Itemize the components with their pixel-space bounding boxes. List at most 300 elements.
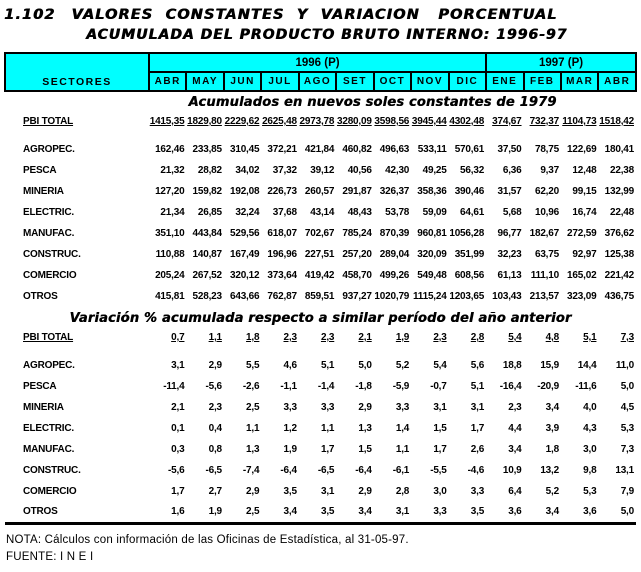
table-row (5, 376, 636, 397)
value-cell: 291,87 (342, 186, 372, 197)
value-cell: 1115,24 (412, 291, 447, 302)
value-cell: -16,4 (499, 381, 522, 392)
sectores-header: SECTORES (5, 53, 149, 91)
sector-label: AGROPEC. (23, 144, 75, 155)
value-cell: 3,3 (320, 402, 335, 413)
value-cell: 10,96 (534, 207, 559, 218)
value-cell: 15,9 (540, 360, 559, 371)
value-cell: 64,61 (460, 207, 485, 218)
value-cell: 267,52 (192, 270, 222, 281)
value-cell: 2,3 (433, 332, 447, 343)
month-header: DIC (449, 72, 486, 91)
value-cell: 3,1 (374, 502, 411, 523)
value-cell: 5,2 (545, 486, 559, 497)
value-cell: 1,4 (395, 423, 410, 434)
value-cell: 4,6 (283, 360, 297, 371)
value-cell: 5,6 (470, 360, 485, 371)
value-cell: 496,63 (379, 144, 410, 155)
value-cell: 1203,65 (449, 291, 485, 302)
value-cell: 59,09 (422, 207, 447, 218)
title-line-1 (4, 7, 637, 23)
month-header: JUN (224, 72, 261, 91)
value-cell: 3,4 (336, 502, 373, 523)
value-cell: 358,36 (417, 186, 447, 197)
value-cell: 1829,80 (187, 116, 222, 127)
value-cell: 13,1 (615, 465, 634, 476)
value-cell: 22,38 (609, 165, 634, 176)
value-cell: 7,3 (620, 332, 634, 343)
section-title-row (5, 91, 636, 113)
table-row (5, 418, 636, 439)
value-cell: 48,43 (347, 207, 372, 218)
month-header: MAY (186, 72, 223, 91)
sector-label: PBI TOTAL (23, 116, 74, 127)
value-cell: 103,43 (492, 291, 522, 302)
value-cell: 374,67 (492, 116, 522, 127)
sector-label: MANUFAC. (23, 228, 75, 239)
value-cell: 732,37 (529, 116, 559, 127)
value-cell: 165,02 (567, 270, 597, 281)
value-cell: 272,59 (567, 228, 597, 239)
month-header: ABR (598, 72, 636, 91)
value-cell: -6,4 (355, 465, 372, 476)
footer-nota: NOTA: Cálculos con información de las Oficinas de Estadística, al 31-05-97. (6, 533, 409, 546)
value-cell: 10,9 (502, 465, 522, 476)
value-cell: 5,3 (583, 486, 597, 497)
sector-label: PESCA (23, 381, 57, 392)
year-group-header: 1996 (P) (149, 53, 486, 72)
sector-label: MANUFAC. (23, 444, 75, 455)
value-cell: 2,9 (208, 360, 222, 371)
value-cell: 3,1 (171, 360, 185, 371)
value-cell: 1,1 (246, 423, 260, 434)
value-cell: 326,37 (379, 186, 410, 197)
value-cell: 140,87 (192, 249, 222, 260)
value-cell: 5,0 (620, 381, 634, 392)
table-row (5, 502, 636, 523)
value-cell: 32,24 (235, 207, 260, 218)
value-cell: 2625,48 (262, 116, 297, 127)
value-cell: 3,3 (395, 402, 410, 413)
sector-label: CONSTRUC. (23, 249, 81, 260)
value-cell: 3,6 (486, 502, 523, 523)
value-cell: 499,26 (379, 270, 410, 281)
value-cell: 227,51 (304, 249, 335, 260)
value-cell: 2,8 (470, 332, 485, 343)
value-cell: -1,4 (317, 381, 335, 392)
value-cell: 3,5 (299, 502, 336, 523)
value-cell: 42,30 (385, 165, 410, 176)
month-header: JUL (261, 72, 298, 91)
value-cell: 122,69 (567, 144, 597, 155)
value-cell: -6,5 (317, 465, 335, 476)
value-cell: 460,82 (342, 144, 372, 155)
value-cell: 56,32 (460, 165, 485, 176)
value-cell: 960,81 (417, 228, 447, 239)
value-cell: 323,09 (567, 291, 597, 302)
month-header: FEB (524, 72, 561, 91)
value-cell: 3,4 (545, 402, 559, 413)
value-cell: 5,1 (320, 360, 335, 371)
sector-label: AGROPEC. (23, 360, 75, 371)
value-cell: -4,6 (467, 465, 485, 476)
value-cell: 37,32 (272, 165, 297, 176)
year-group-header: 1997 (P) (486, 53, 636, 72)
value-cell: 3,1 (320, 486, 335, 497)
value-cell: 549,48 (417, 270, 447, 281)
footer-fuente: FUENTE: I N E I (6, 550, 94, 563)
value-cell: 1,7 (470, 423, 485, 434)
value-cell: 18,8 (502, 360, 522, 371)
value-cell: 1,1 (208, 332, 222, 343)
value-cell: 3,1 (470, 402, 485, 413)
table-row (5, 481, 636, 502)
value-cell: 3,5 (449, 502, 486, 523)
value-cell: 3,0 (583, 444, 597, 455)
value-cell: 421,84 (304, 144, 335, 155)
value-cell: 3,4 (261, 502, 298, 523)
value-cell: 182,67 (529, 228, 559, 239)
pbi-table (4, 52, 637, 525)
value-cell: 4,3 (583, 423, 597, 434)
table-row (5, 439, 636, 460)
value-cell: 3,4 (508, 444, 522, 455)
value-cell: 3,3 (283, 402, 297, 413)
value-cell: 2,1 (171, 402, 185, 413)
value-cell: 3,3 (411, 502, 448, 523)
value-cell: 96,77 (497, 228, 522, 239)
value-cell: -1,8 (355, 381, 372, 392)
value-cell: 1,7 (433, 444, 447, 455)
value-cell: 372,21 (267, 144, 297, 155)
value-cell: 62,20 (534, 186, 559, 197)
value-cell: 289,04 (379, 249, 410, 260)
value-cell: -5,9 (392, 381, 410, 392)
sector-label: ELECTRIC. (23, 423, 74, 434)
value-cell: 2,5 (224, 502, 261, 523)
value-cell: 0,4 (208, 423, 222, 434)
value-cell: -6,1 (392, 465, 410, 476)
value-cell: 125,38 (604, 249, 634, 260)
value-cell: 14,4 (577, 360, 597, 371)
value-cell: 4,8 (545, 332, 559, 343)
value-cell: 2,8 (395, 486, 410, 497)
value-cell: 528,23 (192, 291, 222, 302)
month-header: ENE (486, 72, 523, 91)
value-cell: 373,64 (267, 270, 297, 281)
value-cell: 3,5 (283, 486, 297, 497)
value-cell: -6,5 (205, 465, 222, 476)
value-cell: 78,75 (534, 144, 559, 155)
sector-label: MINERIA (23, 186, 64, 197)
value-cell: 162,46 (155, 144, 185, 155)
value-cell: 257,20 (342, 249, 372, 260)
value-cell: 859,51 (304, 291, 335, 302)
value-cell: 1518,42 (599, 116, 634, 127)
value-cell: 192,08 (229, 186, 260, 197)
value-cell: 28,82 (197, 165, 222, 176)
value-cell: 3,3 (470, 486, 485, 497)
value-cell: 39,12 (310, 165, 335, 176)
value-cell: 529,56 (229, 228, 260, 239)
value-cell: 9,37 (540, 165, 559, 176)
value-cell: 127,20 (155, 186, 185, 197)
value-cell: 937,27 (342, 291, 372, 302)
value-cell: -5,6 (168, 465, 185, 476)
value-cell: 2,6 (470, 444, 485, 455)
value-cell: 5,2 (395, 360, 410, 371)
table-row (5, 286, 636, 307)
value-cell: 608,56 (454, 270, 485, 281)
value-cell: 7,3 (620, 444, 634, 455)
value-cell: 26,85 (197, 207, 222, 218)
value-cell: 1,3 (358, 423, 372, 434)
sector-label: PESCA (23, 165, 57, 176)
value-cell: 2,3 (508, 402, 522, 413)
value-cell: 870,39 (379, 228, 410, 239)
value-cell: 111,10 (530, 270, 559, 281)
value-cell: 533,11 (417, 144, 447, 155)
value-cell: 3,0 (433, 486, 447, 497)
month-header: SET (336, 72, 373, 91)
value-cell: 2,5 (246, 402, 260, 413)
value-cell: 110,88 (155, 249, 185, 260)
value-cell: 37,50 (497, 144, 522, 155)
value-cell: -2,6 (242, 381, 260, 392)
value-cell: 4,4 (508, 423, 522, 434)
month-header: ABR (149, 72, 186, 91)
value-cell: 1,6 (149, 502, 186, 523)
value-cell: 21,32 (160, 165, 185, 176)
value-cell: 390,46 (454, 186, 485, 197)
value-cell: 1,1 (395, 444, 410, 455)
value-cell: 53,78 (385, 207, 410, 218)
value-cell: 702,67 (304, 228, 335, 239)
value-cell: 12,48 (572, 165, 597, 176)
value-cell: 419,42 (304, 270, 335, 281)
value-cell: 1415,35 (149, 116, 185, 127)
value-cell: 132,99 (604, 186, 634, 197)
value-cell: 1,8 (246, 332, 260, 343)
value-cell: 1104,73 (562, 116, 597, 127)
sector-label: OTROS (5, 502, 149, 523)
value-cell: 63,75 (534, 249, 559, 260)
value-cell: 2,1 (358, 332, 372, 343)
month-header: OCT (374, 72, 411, 91)
value-cell: 2,3 (283, 332, 297, 343)
section-title-row (5, 307, 636, 329)
value-cell: 3,4 (524, 502, 561, 523)
value-cell: 167,49 (229, 249, 260, 260)
table-number: 1.102 (4, 7, 56, 23)
value-cell: 92,97 (572, 249, 597, 260)
value-cell: 436,75 (604, 291, 634, 302)
sector-label: COMERCIO (23, 270, 77, 281)
section-title: Variación % acumulada respecto a similar período del año anterior (69, 310, 572, 326)
sector-label: MINERIA (23, 402, 64, 413)
table-row (5, 113, 636, 139)
table-row (5, 244, 636, 265)
value-cell: 2,3 (320, 332, 335, 343)
value-cell: 213,57 (529, 291, 559, 302)
value-cell: -11,6 (575, 381, 597, 392)
value-cell: 643,66 (229, 291, 260, 302)
value-cell: 61,13 (497, 270, 522, 281)
value-cell: 6,36 (502, 165, 522, 176)
table-header (5, 53, 636, 91)
sector-label: COMERCIO (23, 486, 77, 497)
value-cell: 4,0 (583, 402, 597, 413)
value-cell: -0,7 (430, 381, 447, 392)
value-cell: 34,02 (235, 165, 260, 176)
month-header: AGO (299, 72, 336, 91)
sector-label: OTROS (23, 291, 58, 302)
table-row (5, 397, 636, 418)
value-cell: 2973,78 (299, 116, 335, 127)
table-row (5, 329, 636, 355)
value-cell: 9,8 (583, 465, 597, 476)
value-cell: 5,3 (620, 423, 634, 434)
value-cell: 22,48 (609, 207, 634, 218)
value-cell: 351,10 (155, 228, 185, 239)
value-cell: -7,4 (242, 465, 260, 476)
value-cell: 1,7 (171, 486, 185, 497)
value-cell: 21,34 (160, 207, 185, 218)
value-cell: 618,07 (267, 228, 297, 239)
value-cell: 226,73 (267, 186, 297, 197)
value-cell: 2,9 (358, 486, 372, 497)
value-cell: 260,57 (304, 186, 335, 197)
table-row (5, 181, 636, 202)
value-cell: 5,0 (598, 502, 636, 523)
value-cell: 1,1 (320, 423, 335, 434)
value-cell: 31,57 (497, 186, 522, 197)
value-cell: 1,7 (320, 444, 335, 455)
value-cell: 49,25 (422, 165, 447, 176)
value-cell: 159,82 (192, 186, 222, 197)
value-cell: 3280,09 (336, 116, 372, 127)
value-cell: 43,14 (310, 207, 335, 218)
value-cell: 2229,62 (224, 116, 260, 127)
value-cell: 1,2 (283, 423, 297, 434)
table-row (5, 265, 636, 286)
value-cell: 221,42 (604, 270, 634, 281)
value-cell: 762,87 (267, 291, 297, 302)
value-cell: 99,15 (572, 186, 597, 197)
title-line-2: ACUMULADA DEL PRODUCTO BRUTO INTERNO: 1996-97 (86, 27, 568, 43)
value-cell: 376,62 (604, 228, 634, 239)
value-cell: 13,2 (540, 465, 559, 476)
value-cell: 5,1 (583, 332, 597, 343)
value-cell: -6,4 (280, 465, 297, 476)
table-row (5, 139, 636, 160)
value-cell: 233,85 (192, 144, 222, 155)
table-row (5, 160, 636, 181)
value-cell: 5,5 (246, 360, 260, 371)
value-cell: 11,0 (615, 360, 634, 371)
value-cell: 2,9 (358, 402, 372, 413)
month-header: NOV (411, 72, 448, 91)
sector-label: ELECTRIC. (23, 207, 74, 218)
value-cell: -20,9 (537, 381, 559, 392)
value-cell: 7,9 (620, 486, 634, 497)
value-cell: -5,5 (430, 465, 447, 476)
value-cell: 5,0 (358, 360, 372, 371)
value-cell: 415,81 (155, 291, 185, 302)
page-title (4, 7, 637, 43)
table-row (5, 202, 636, 223)
value-cell: 2,7 (208, 486, 222, 497)
value-cell: 0,1 (171, 423, 185, 434)
value-cell: 2,3 (208, 402, 222, 413)
value-cell: 310,45 (229, 144, 260, 155)
value-cell: 4302,48 (449, 116, 485, 127)
value-cell: 458,70 (342, 270, 372, 281)
value-cell: 1056,28 (449, 228, 485, 239)
table-body (5, 91, 636, 523)
value-cell: 1020,79 (374, 291, 410, 302)
value-cell: 0,3 (171, 444, 185, 455)
table-row (5, 223, 636, 244)
value-cell: 1,8 (545, 444, 559, 455)
value-cell: 196,96 (267, 249, 297, 260)
value-cell: 320,12 (229, 270, 260, 281)
month-header: MAR (561, 72, 598, 91)
value-cell: 5,68 (502, 207, 522, 218)
value-cell: 1,9 (186, 502, 223, 523)
value-cell: 3945,44 (411, 116, 447, 127)
value-cell: 1,5 (358, 444, 372, 455)
value-cell: 3,6 (561, 502, 598, 523)
table-row (5, 355, 636, 376)
value-cell: 1,3 (246, 444, 260, 455)
value-cell: 351,99 (454, 249, 485, 260)
value-cell: 5,1 (470, 381, 485, 392)
value-cell: 37,68 (272, 207, 297, 218)
value-cell: -11,4 (163, 381, 185, 392)
value-cell: 785,24 (342, 228, 372, 239)
value-cell: 3598,56 (374, 116, 410, 127)
value-cell: 320,09 (417, 249, 447, 260)
value-cell: 1,9 (395, 332, 410, 343)
value-cell: 4,5 (620, 402, 634, 413)
value-cell: -1,1 (280, 381, 297, 392)
value-cell: 0,8 (208, 444, 222, 455)
value-cell: 205,24 (155, 270, 185, 281)
value-cell: 570,61 (454, 144, 485, 155)
value-cell: 1,5 (433, 423, 447, 434)
value-cell: 2,9 (246, 486, 260, 497)
section-title: Acumulados en nuevos soles constantes de 1979 (188, 95, 557, 110)
value-cell: 6,4 (508, 486, 522, 497)
value-cell: -5,6 (205, 381, 222, 392)
value-cell: 32,23 (497, 249, 522, 260)
value-cell: 5,4 (508, 332, 522, 343)
value-cell: 443,84 (192, 228, 222, 239)
value-cell: 0,7 (171, 332, 185, 343)
value-cell: 40,56 (347, 165, 372, 176)
value-cell: 3,9 (545, 423, 559, 434)
sector-label: PBI TOTAL (23, 332, 74, 343)
value-cell: 5,4 (433, 360, 447, 371)
value-cell: 180,41 (604, 144, 634, 155)
sector-label: CONSTRUC. (23, 465, 81, 476)
value-cell: 16,74 (572, 207, 597, 218)
table-footer (4, 534, 637, 563)
value-cell: 1,9 (283, 444, 297, 455)
table-row (5, 460, 636, 481)
title-text-1: VALORES CONSTANTES Y VARIACION PORCENTUAL (71, 7, 558, 23)
